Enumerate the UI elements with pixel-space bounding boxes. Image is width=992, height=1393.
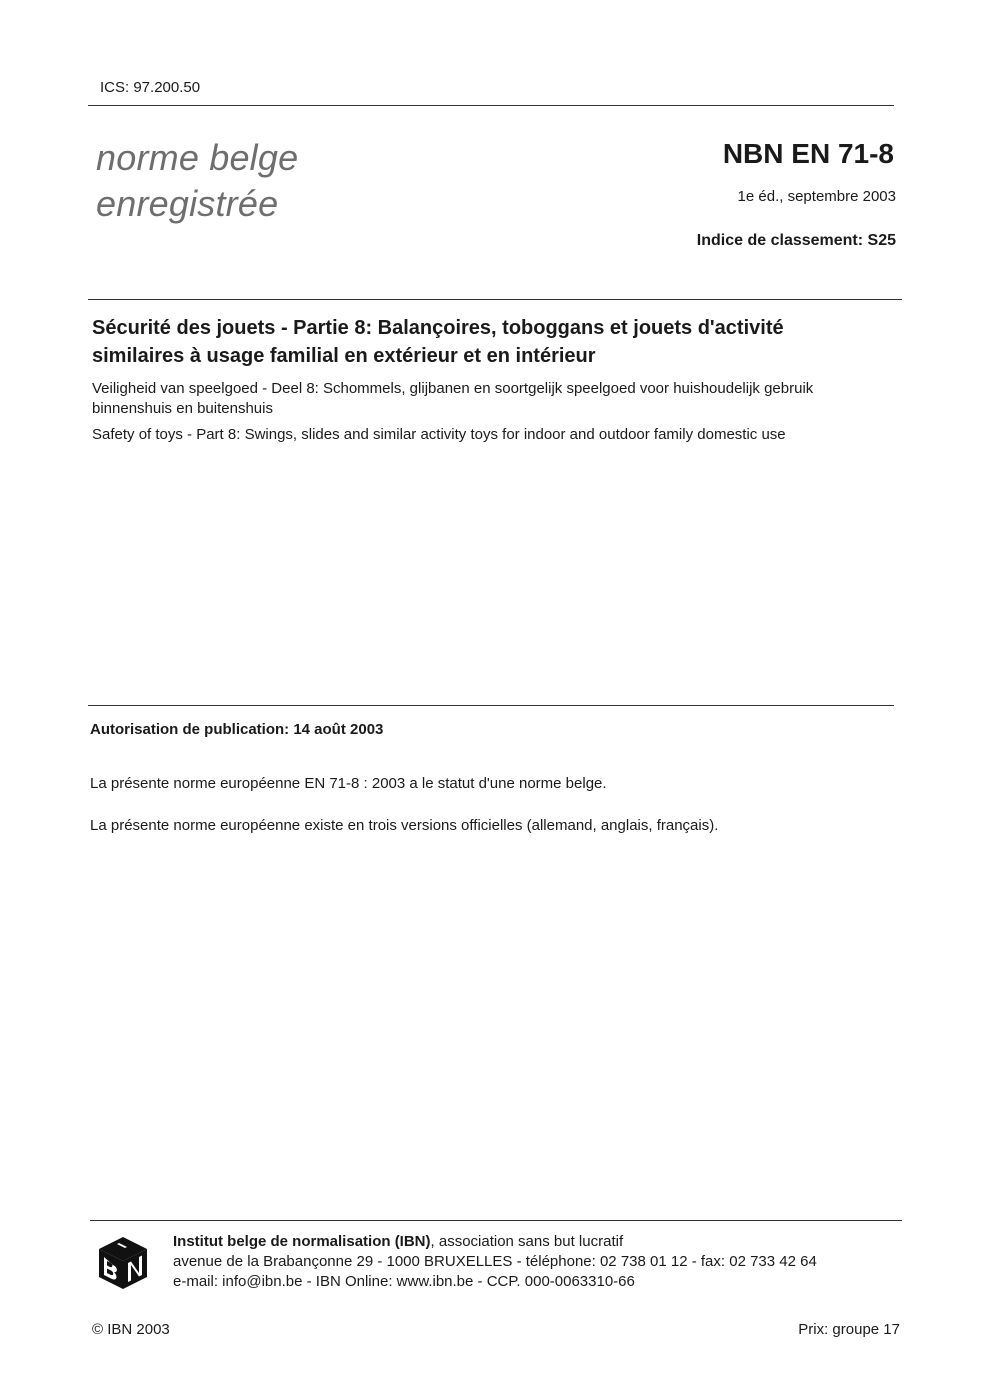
- title-french: [92, 314, 912, 370]
- title-divider: [88, 299, 902, 300]
- institute-info: [173, 1232, 817, 1292]
- publication-authorization: Autorisation de publication: 14 août 2003: [90, 721, 384, 738]
- title-dutch-line-1: Veiligheid van speelgoed - Deel 8: Schommels, glijbanen en soortgelijk speelgoed voor huishoudelijk gebruik: [92, 380, 814, 397]
- institute-contact: e-mail: info@ibn.be - IBN Online: www.ibn.be - CCP. 000-0063310-66: [173, 1273, 635, 1290]
- body-divider: [88, 705, 894, 706]
- ibn-logo: [97, 1235, 149, 1291]
- title-dutch: [92, 379, 912, 419]
- header-divider: [88, 105, 894, 106]
- ics-code: ICS: 97.200.50: [100, 79, 201, 96]
- institute-name: Institut belge de normalisation (IBN): [173, 1233, 431, 1250]
- institute-address: avenue de la Brabançonne 29 - 1000 BRUXELLES - téléphone: 02 738 01 12 - fax: 02 733 42 64: [173, 1253, 817, 1270]
- brand-line-1: norme belge: [96, 137, 299, 178]
- versions-paragraph: La présente norme européenne existe en trois versions officielles (allemand, anglais, français).: [90, 817, 719, 834]
- price-group: Prix: groupe 17: [798, 1321, 900, 1338]
- title-english: Safety of toys - Part 8: Swings, slides and similar activity toys for indoor and outdoor family domestic use: [92, 426, 786, 443]
- institute-line: [173, 1232, 817, 1252]
- footer-divider: [90, 1220, 902, 1221]
- title-dutch-line-2: binnenshuis en buitenshuis: [92, 400, 273, 417]
- status-paragraph: La présente norme européenne EN 71-8 : 2003 a le statut d'une norme belge.: [90, 775, 607, 792]
- copyright: © IBN 2003: [92, 1321, 170, 1338]
- title-french-line-2: similaires à usage familial en extérieur et en intérieur: [92, 345, 596, 367]
- title-french-line-1: Sécurité des jouets - Partie 8: Balançoires, toboggans et jouets d'activité: [92, 317, 784, 339]
- standard-number: NBN EN 71-8: [722, 138, 894, 169]
- classification-index: Indice de classement: S25: [696, 232, 896, 249]
- institute-suffix: , association sans but lucratif: [430, 1233, 624, 1250]
- brand-line-2: enregistrée: [96, 183, 279, 224]
- edition-info: 1e éd., septembre 2003: [737, 188, 896, 205]
